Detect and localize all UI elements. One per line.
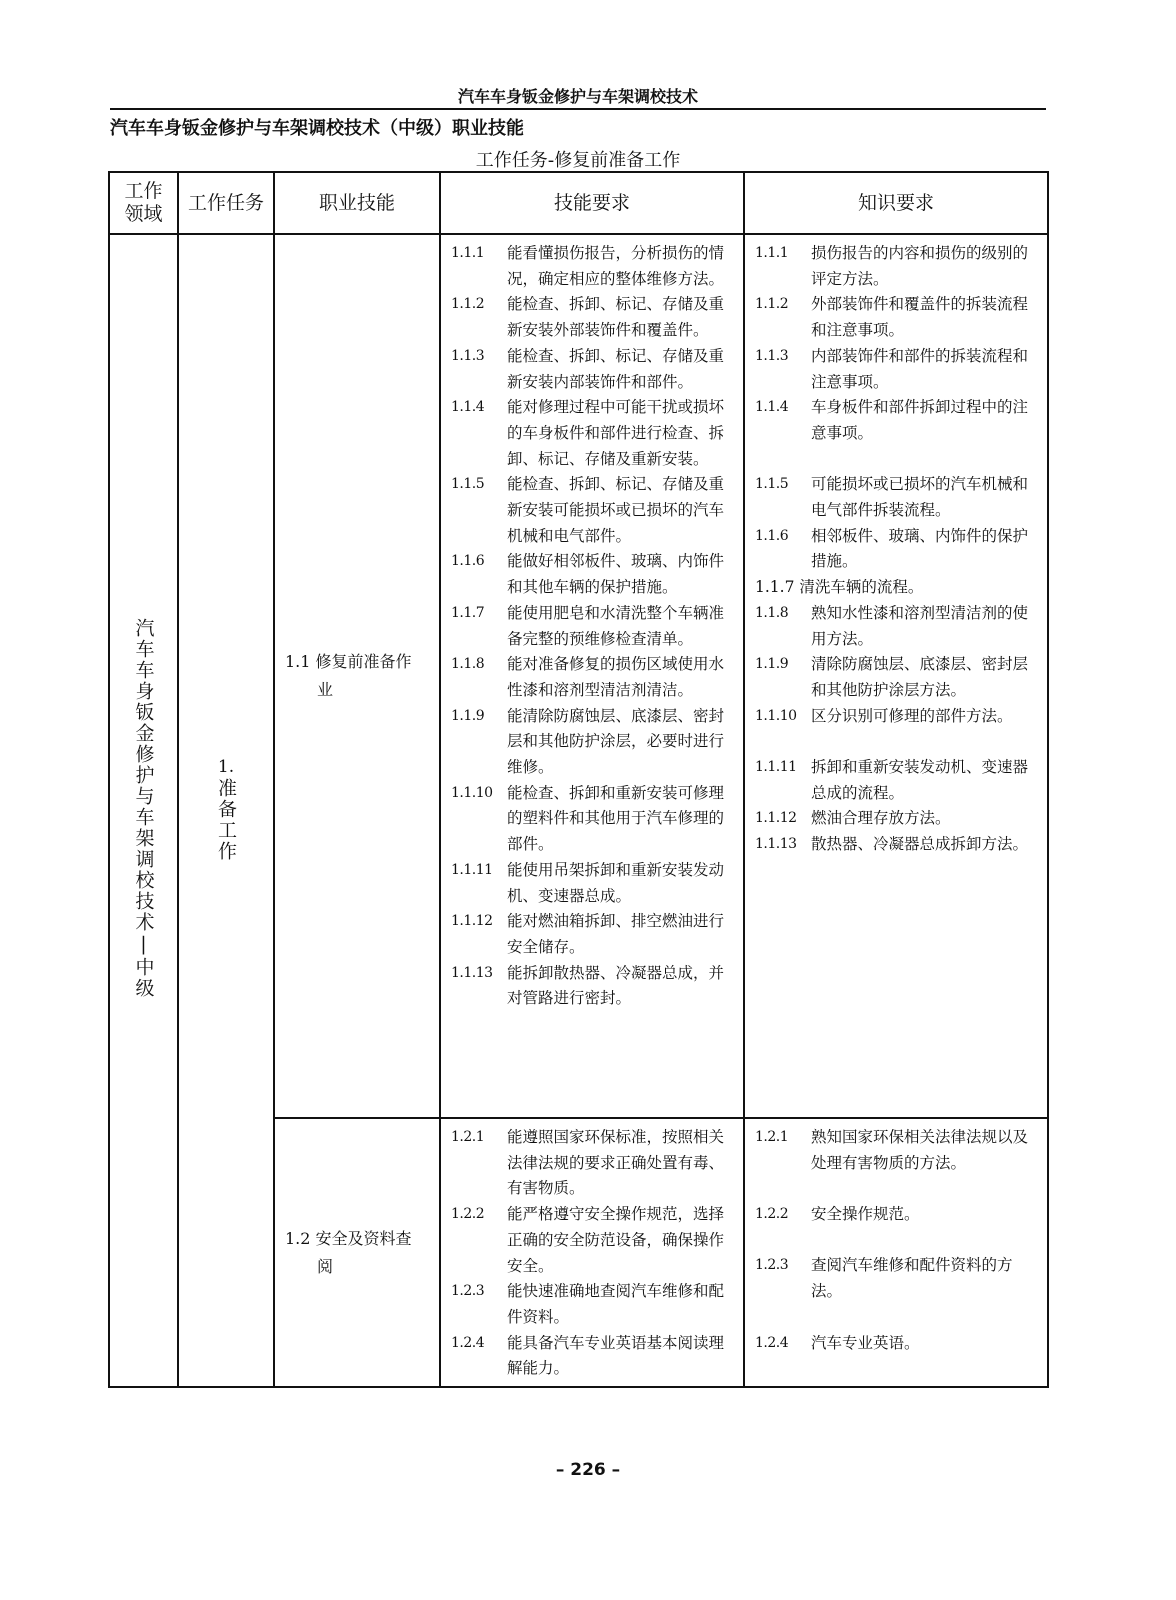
requirement-text: 可能损坏或已损坏的汽车机械和电气部件拆装流程。	[811, 475, 1029, 520]
work-domain-cell	[109, 234, 178, 1387]
work-domain-text: 汽车车身钣金修护与车架调校技术|中级	[132, 618, 155, 1000]
requirement-text: 能检查、拆卸、标记、存储及重新安装可能损坏或已损坏的汽车机械和电气部件。	[507, 475, 725, 545]
requirement-text: 能检查、拆卸、标记、存储及重新安装内部装饰件和部件。	[507, 346, 725, 391]
requirement-item	[451, 549, 735, 600]
requirement-number: 1.1.3	[755, 347, 789, 364]
requirement-text: 能对修理过程中可能干扰或损坏的车身板件和部件进行检查、拆卸、标记、存储及重新安装。	[507, 398, 725, 468]
requirement-item	[755, 806, 1039, 832]
requirement-number: 1.1.10	[755, 707, 797, 724]
requirement-text: 能清除防腐蚀层、底漆层、密封层和其他防护涂层，必要时进行维修。	[507, 706, 725, 777]
requirement-item	[451, 652, 735, 703]
requirement-number: 1.2.1	[755, 1129, 789, 1145]
requirement-item	[451, 601, 735, 652]
requirement-number: 1.1.4	[755, 399, 789, 416]
requirement-item	[755, 472, 1039, 523]
requirement-item	[755, 1202, 1039, 1228]
requirement-text: 拆卸和重新安装发动机、变速器总成的流程。	[811, 758, 1029, 802]
requirement-item	[451, 292, 735, 343]
requirement-text: 清除防腐蚀层、底漆层、密封层和其他防护涂层方法。	[811, 655, 1029, 699]
requirement-item	[755, 755, 1039, 806]
requirement-text: 能遵照国家环保标准，按照相关法律法规的要求正确处置有毒、有害物质。	[507, 1128, 725, 1198]
requirement-text: 内部装饰件和部件的拆装流程和注意事项。	[811, 346, 1029, 391]
requirement-text: 查阅汽车维修和配件资料的方法。	[811, 1256, 1013, 1301]
requirement-text: 外部装饰件和覆盖件的拆装流程和注意事项。	[811, 295, 1029, 340]
work-task-cell	[178, 234, 274, 1387]
column-header-knowledge-requirements: 知识要求	[744, 172, 1048, 234]
table-row	[109, 234, 1048, 1118]
knowledge-requirements-cell	[744, 234, 1048, 1118]
requirement-number: 1.1.9	[451, 707, 485, 724]
requirement-text: 能使用肥皂和水清洗整个车辆准备完整的预维修检查清单。	[507, 603, 725, 648]
requirement-text: 散热器、冷凝器总成拆卸方法。	[811, 835, 1029, 854]
column-header-skill-requirements: 技能要求	[440, 172, 744, 234]
requirement-number: 1.2.2	[451, 1206, 485, 1223]
requirement-text: 能检查、拆卸和重新安装可修理的塑料件和其他用于汽车修理的部件。	[507, 783, 725, 854]
requirement-number: 1.1.11	[755, 759, 797, 776]
requirement-text: 能使用吊架拆卸和重新安装发动机、变速器总成。	[507, 860, 725, 905]
requirement-number: 1.1.8	[451, 656, 485, 673]
skill-cell	[274, 234, 440, 1118]
requirement-text: 能快速准确地查阅汽车维修和配件资料。	[507, 1282, 725, 1326]
requirement-item	[451, 781, 735, 858]
requirement-number: 1.1.7	[451, 604, 485, 621]
work-task-number: 1.	[217, 756, 235, 777]
requirement-text: 能检查、拆卸、标记、存储及重新安装外部装饰件和覆盖件。	[507, 295, 725, 340]
requirement-text: 燃油合理存放方法。	[811, 809, 951, 828]
requirement-number: 1.1.9	[755, 656, 789, 673]
requirement-number: 1.1.13	[451, 964, 493, 981]
skill-requirements-cell	[440, 1118, 744, 1387]
requirement-text: 安全操作规范。	[811, 1205, 920, 1224]
skills-table	[108, 171, 1049, 1388]
requirement-number: 1.1.4	[451, 399, 485, 416]
skill-requirements-cell	[440, 234, 744, 1118]
requirement-item	[451, 858, 735, 909]
requirement-item	[755, 344, 1039, 395]
requirement-text: 能拆卸散热器、冷凝器总成，并对管路进行密封。	[507, 963, 725, 1008]
requirement-item	[755, 1253, 1039, 1304]
requirement-number: 1.1.5	[451, 476, 485, 493]
requirement-number: 1.2.3	[451, 1283, 485, 1300]
header-rule	[110, 108, 1046, 110]
requirement-number: 1.1.12	[451, 913, 493, 930]
work-task-name: 准备工作	[215, 777, 237, 862]
requirement-item	[451, 961, 735, 1012]
requirement-number: 1.1.1	[451, 245, 485, 261]
requirement-number: 1.1.6	[755, 527, 789, 544]
column-header-task: 工作任务	[178, 172, 274, 234]
requirement-number: 1.2.4	[755, 1334, 789, 1351]
requirement-text: 能对准备修复的损伤区域使用水性漆和溶剂型清洁剂清洁。	[507, 655, 725, 699]
page-number: – 226 –	[555, 1460, 621, 1480]
requirement-number: 1.1.1	[755, 245, 789, 261]
requirement-number: 1.1.2	[755, 296, 789, 313]
requirement-text: 能看懂损伤报告，分析损伤的情况，确定相应的整体维修方法。	[507, 244, 725, 288]
skill-label: 1.2 安全及资料查 阅	[285, 1228, 412, 1276]
requirement-item	[451, 241, 735, 292]
requirement-item	[451, 1331, 735, 1382]
requirement-item	[451, 1125, 735, 1202]
requirement-text: 能严格遵守安全操作规范，选择正确的安全防范设备，确保操作安全。	[507, 1205, 725, 1275]
column-header-skill: 职业技能	[274, 172, 440, 234]
table-caption: 工作任务-修复前准备工作	[475, 150, 681, 171]
requirement-item	[755, 1125, 1039, 1176]
requirement-number: 1.2.2	[755, 1206, 789, 1223]
column-header-domain: 工作领域	[109, 172, 178, 234]
requirement-number: 1.1.5	[755, 476, 789, 493]
running-header: 汽车车身钣金修护与车架调校技术	[457, 87, 698, 106]
requirement-item	[755, 832, 1039, 858]
requirement-item	[755, 601, 1039, 652]
requirement-number: 1.1.8	[755, 604, 789, 621]
requirement-number: 1.1.12	[755, 810, 797, 827]
requirement-item	[755, 1331, 1039, 1357]
requirement-item	[451, 1279, 735, 1330]
document-title: 汽车车身钣金修护与车架调校技术（中级）职业技能	[110, 118, 524, 139]
requirement-text: 熟知国家环保相关法律法规以及处理有害物质的方法。	[811, 1128, 1029, 1172]
requirement-number: 1.1.13	[755, 836, 797, 853]
requirement-number: 1.2.4	[451, 1334, 485, 1351]
requirement-item	[451, 472, 735, 549]
requirement-item	[451, 395, 735, 472]
requirement-text: 相邻板件、玻璃、内饰件的保护措施。	[811, 526, 1029, 571]
requirement-number: 1.1.10	[451, 784, 493, 801]
requirement-text: 损伤报告的内容和损伤的级别的评定方法。	[811, 244, 1029, 288]
requirement-item	[755, 292, 1039, 343]
requirement-text: 能对燃油箱拆卸、排空燃油进行安全储存。	[507, 912, 725, 956]
requirement-item	[755, 575, 1039, 601]
requirement-text: 能具备汽车专业英语基本阅读理解能力。	[507, 1333, 725, 1378]
requirement-item	[755, 395, 1039, 446]
requirement-item	[755, 652, 1039, 703]
requirement-item	[451, 1202, 735, 1279]
requirement-text: 1.1.7 清洗车辆的流程。	[755, 578, 924, 597]
table-header-row	[109, 172, 1048, 234]
requirement-item	[755, 524, 1039, 575]
requirement-item	[451, 704, 735, 781]
skill-label: 1.1 修复前准备作 业	[285, 652, 412, 699]
requirement-text: 车身板件和部件拆卸过程中的注意事项。	[811, 398, 1029, 442]
requirement-text: 汽车专业英语。	[811, 1333, 920, 1352]
requirement-text: 区分识别可修理的部件方法。	[811, 706, 1013, 725]
requirement-number: 1.1.6	[451, 553, 485, 570]
requirement-item	[755, 704, 1039, 730]
requirement-text: 熟知水性漆和溶剂型清洁剂的使用方法。	[811, 603, 1029, 648]
requirement-item	[451, 344, 735, 395]
skill-cell	[274, 1118, 440, 1387]
requirement-item	[451, 909, 735, 960]
requirement-number: 1.2.1	[451, 1129, 485, 1145]
requirement-item	[755, 241, 1039, 292]
requirement-number: 1.2.3	[755, 1257, 789, 1274]
requirement-text: 能做好相邻板件、玻璃、内饰件和其他车辆的保护措施。	[507, 552, 725, 597]
requirement-number: 1.1.3	[451, 347, 485, 364]
requirement-number: 1.1.11	[451, 861, 493, 878]
knowledge-requirements-cell	[744, 1118, 1048, 1387]
requirement-number: 1.1.2	[451, 296, 485, 313]
